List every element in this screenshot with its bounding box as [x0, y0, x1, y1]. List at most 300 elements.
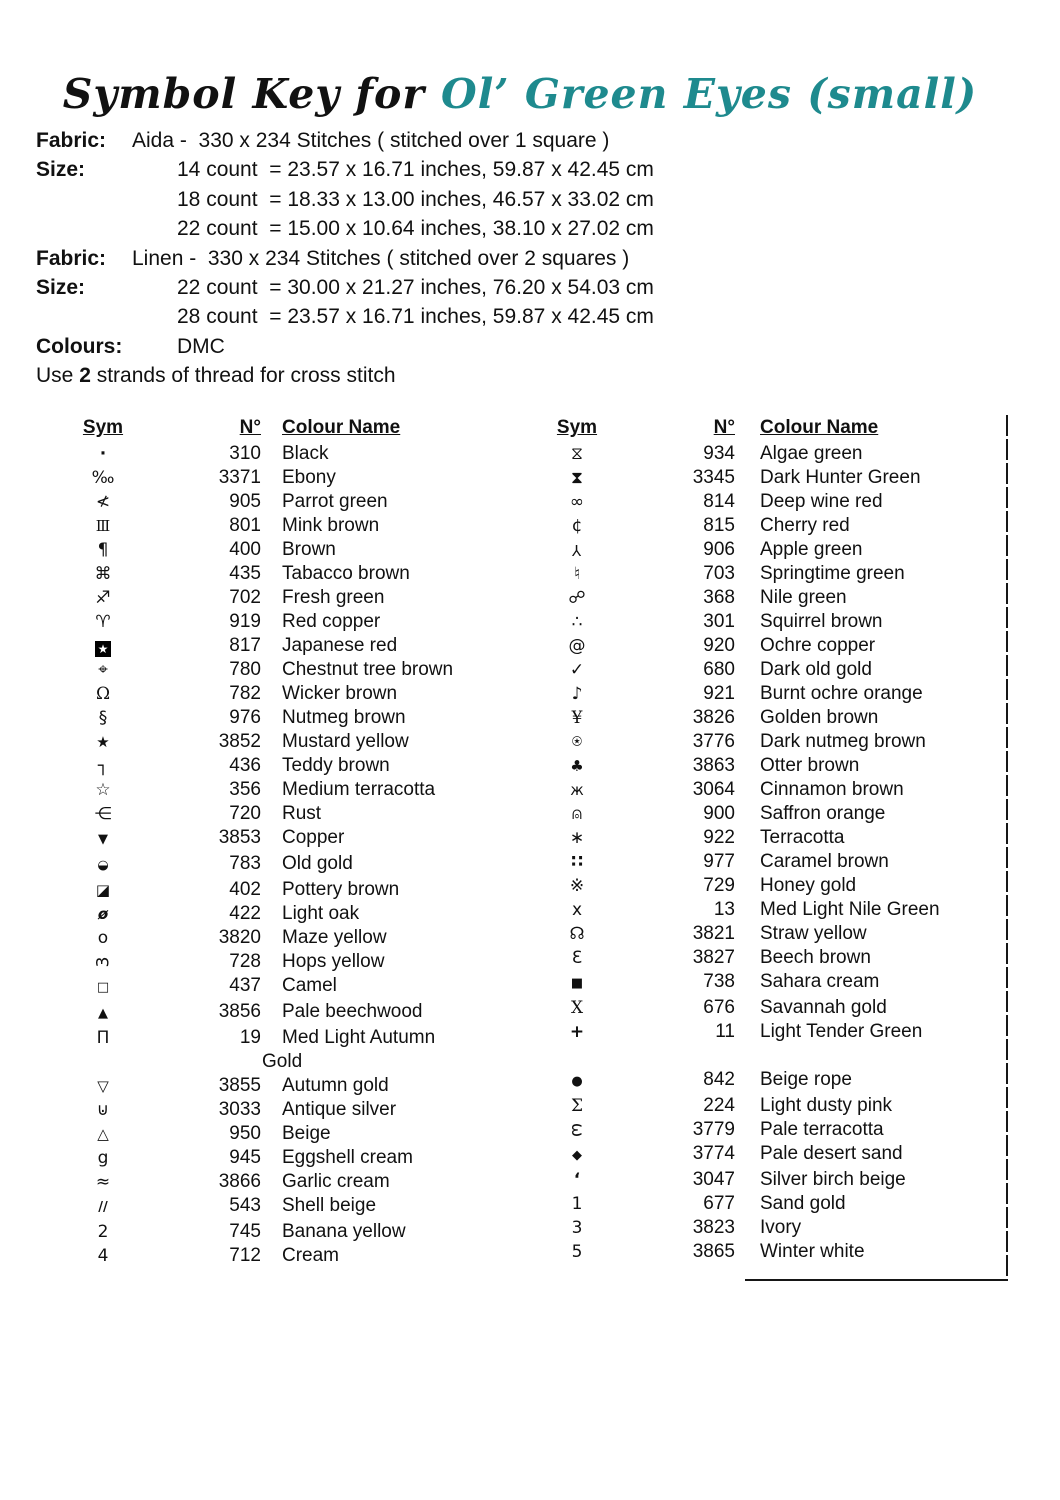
header-colour-name: Colour Name — [282, 417, 401, 438]
table-header — [549, 416, 999, 442]
stitch-symbol: ◆ — [572, 1148, 582, 1163]
symbol-cell — [549, 1192, 605, 1216]
colour-row — [549, 754, 999, 778]
dmc-number-cell: 702 — [229, 587, 261, 608]
colour-row — [75, 926, 525, 950]
stitch-symbol: 3 — [571, 1218, 583, 1238]
symbol-cell — [75, 1098, 131, 1122]
info-label: Fabric: — [36, 129, 107, 152]
symbol-cell — [75, 826, 131, 852]
colour-name-cell: Squirrel brown — [760, 611, 883, 632]
colour-row — [549, 922, 999, 946]
stitch-symbol: □ — [96, 980, 110, 995]
colour-name-cell: Dark old gold — [760, 659, 872, 680]
dmc-number-cell: 729 — [703, 875, 735, 896]
symbol-cell — [549, 1216, 605, 1240]
colour-name-cell: Camel — [282, 975, 337, 996]
dmc-number-cell: 3853 — [218, 827, 261, 848]
colour-row — [75, 878, 525, 902]
colour-name-cell: Straw yellow — [760, 923, 867, 944]
stitch-symbol: ∞ — [569, 492, 585, 512]
stitch-symbol: · — [99, 444, 107, 464]
stitch-symbol: ∴ — [571, 612, 583, 632]
stitch-symbol: x — [571, 900, 583, 920]
table-header — [75, 416, 525, 442]
dmc-number-cell: 676 — [703, 997, 735, 1018]
symbol-cell — [549, 682, 605, 706]
colour-row — [549, 586, 999, 610]
stitch-symbol: ¥ — [571, 708, 583, 728]
stitch-symbol: ⧗ — [571, 468, 583, 488]
colour-name-cell: Ochre copper — [760, 635, 876, 656]
symbol-cell — [75, 926, 131, 950]
colour-row — [549, 1216, 999, 1240]
dmc-number-cell: 3863 — [692, 755, 735, 776]
dmc-number-cell: 921 — [703, 683, 735, 704]
colour-row — [75, 802, 525, 826]
stitch-symbol: △ — [97, 1125, 109, 1143]
dmc-number-cell: 3823 — [692, 1217, 735, 1238]
dmc-number-cell: 3856 — [218, 1001, 261, 1022]
stitch-symbol: // — [98, 1200, 108, 1215]
colour-name-cell: Antique silver — [282, 1099, 397, 1120]
stitch-symbol: ♐ — [95, 588, 111, 608]
colour-name-cell: Rust — [282, 803, 322, 824]
dmc-number-cell: 745 — [229, 1221, 261, 1242]
colour-row — [75, 706, 525, 730]
symbol-cell — [75, 442, 131, 466]
colour-row — [549, 562, 999, 586]
dmc-number-cell: 906 — [703, 539, 735, 560]
dmc-number-cell: 817 — [229, 635, 261, 656]
stitch-symbol: ♈ — [95, 612, 111, 632]
colour-name-cell: Japanese red — [282, 635, 398, 656]
colour-row — [549, 442, 999, 466]
strands-prefix: Use — [36, 364, 80, 388]
colour-row — [75, 902, 525, 926]
symbol-cell — [549, 826, 605, 850]
info-label: Fabric: — [36, 246, 107, 270]
stitch-symbol: o — [97, 928, 109, 948]
stitch-symbol: ♣ — [570, 757, 584, 775]
title-name: Ol’ Green Eyes (small) — [440, 70, 978, 118]
symbol-table-right — [549, 416, 999, 1264]
dmc-number-cell: 783 — [229, 853, 261, 874]
stitch-symbol: ▼ — [98, 832, 108, 847]
strands-count: 2 — [79, 364, 91, 388]
colour-name-cell: Cherry red — [760, 515, 850, 536]
symbol-cell — [549, 730, 605, 754]
colour-row — [75, 538, 525, 562]
colour-name-cell: Eggshell cream — [282, 1147, 413, 1168]
colour-row — [549, 1118, 999, 1142]
symbol-cell — [549, 586, 605, 610]
stitch-symbol: Y — [572, 541, 582, 559]
colour-row — [75, 658, 525, 682]
symbol-cell — [75, 466, 131, 490]
dmc-number-cell: 3866 — [218, 1171, 261, 1192]
symbol-cell — [549, 970, 605, 996]
stitch-symbol: ⋲ — [94, 804, 112, 824]
colour-row — [75, 1026, 525, 1074]
colour-row — [549, 634, 999, 658]
stitch-symbol: ¶ — [97, 540, 109, 560]
dmc-number-cell: 400 — [229, 539, 261, 560]
colour-row — [75, 682, 525, 706]
colour-name-cell: Med Light Nile Green — [760, 899, 940, 920]
symbol-cell — [75, 852, 131, 878]
colour-name-cell: Pale terracotta — [760, 1119, 884, 1140]
dmc-number-cell: 3776 — [692, 731, 735, 752]
info-text: 14 count = 23.57 x 16.71 inches, 59.87 x 42.45 cm — [177, 158, 654, 182]
stitch-symbol: 4 — [97, 1246, 109, 1266]
symbol-cell — [549, 1240, 605, 1264]
dmc-number-cell: 3064 — [692, 779, 735, 800]
symbol-cell — [75, 902, 131, 926]
stitch-symbol: ☆ — [95, 780, 111, 800]
colour-row — [549, 1142, 999, 1168]
colour-name-cell: Old gold — [282, 853, 353, 874]
colour-row — [75, 852, 525, 878]
stitch-symbol: 3 — [92, 956, 113, 968]
stitch-symbol: § — [98, 708, 108, 728]
colour-name-cell: Banana yellow — [282, 1221, 406, 1242]
dmc-number-cell: 19 — [239, 1027, 261, 1048]
stitch-symbol: ⌘ — [94, 564, 112, 584]
dmc-number-cell: 3779 — [692, 1119, 735, 1140]
spacer-row — [549, 1044, 999, 1068]
colour-name-cell: Brown — [282, 539, 336, 560]
colour-row — [549, 1020, 999, 1044]
colour-row — [75, 610, 525, 634]
dmc-number-cell: 945 — [229, 1147, 261, 1168]
colour-row — [75, 490, 525, 514]
colour-row — [549, 898, 999, 922]
strands-note — [36, 361, 654, 390]
colour-row — [75, 778, 525, 802]
symbol-cell — [75, 490, 131, 514]
symbol-cell — [75, 1122, 131, 1146]
header-colour-name: Colour Name — [760, 417, 879, 438]
symbol-cell — [75, 1000, 131, 1026]
colour-name-cell: Garlic cream — [282, 1171, 390, 1192]
page-title — [0, 70, 1040, 118]
stitch-symbol: ≮ — [95, 492, 111, 512]
dmc-number-cell: 782 — [229, 683, 261, 704]
colour-row — [75, 826, 525, 852]
stitch-symbol: ж — [570, 781, 584, 799]
stitch-symbol: ω — [567, 1122, 587, 1138]
dmc-number-cell: 3865 — [692, 1241, 735, 1262]
dmc-number-cell: 13 — [713, 899, 735, 920]
dmc-number-cell: 977 — [703, 851, 735, 872]
dmc-number-cell: 437 — [229, 975, 261, 996]
stitch-symbol: ● — [571, 1074, 583, 1089]
info-text: 18 count = 18.33 x 13.00 inches, 46.57 x 33.02 cm — [177, 187, 654, 211]
dmc-number-cell: 900 — [703, 803, 735, 824]
stitch-symbol: ⌖ — [98, 660, 108, 680]
stitch-symbol: ∷ — [571, 852, 583, 872]
colour-name-cell: Light dusty pink — [760, 1095, 893, 1116]
stitch-symbol: 5 — [571, 1242, 583, 1262]
info-text: DMC — [177, 334, 225, 358]
colour-name-cell: Deep wine red — [760, 491, 883, 512]
dmc-number-cell: 677 — [703, 1193, 735, 1214]
colour-row — [549, 826, 999, 850]
symbol-cell — [75, 514, 131, 538]
colour-name-cell: Ebony — [282, 467, 336, 488]
stitch-symbol: Σ — [570, 1096, 584, 1116]
colour-name-cell: Nutmeg brown — [282, 707, 406, 728]
dmc-number-cell: 842 — [703, 1069, 735, 1090]
colour-row — [549, 466, 999, 490]
dmc-number-cell: 905 — [229, 491, 261, 512]
colour-name-cell: Med Light Autumn Gold — [262, 1027, 436, 1072]
stitch-symbol: ¢ — [571, 516, 583, 536]
symbol-cell — [549, 996, 605, 1020]
symbol-cell — [549, 514, 605, 538]
dmc-number-cell: 436 — [229, 755, 261, 776]
colour-name-cell: Light Tender Green — [760, 1021, 923, 1042]
stitch-symbol: ⍝ — [571, 804, 583, 824]
info-line — [36, 273, 654, 302]
stitch-symbol: ø — [97, 905, 109, 923]
symbol-cell — [549, 946, 605, 970]
stitch-symbol: @ — [568, 636, 586, 656]
dmc-number-cell: 728 — [229, 951, 261, 972]
symbol-cell — [549, 658, 605, 682]
stitch-symbol: ⍟ — [571, 732, 583, 752]
symbol-cell — [75, 778, 131, 802]
stitch-symbol: ☊ — [569, 924, 585, 944]
colour-row — [549, 730, 999, 754]
colour-name-cell: Savannah gold — [760, 997, 887, 1018]
colour-name-cell: Chestnut tree brown — [282, 659, 454, 680]
info-label: Size: — [36, 158, 86, 182]
table-right-border — [1006, 415, 1008, 1281]
colour-name-cell: Hops yellow — [282, 951, 385, 972]
info-text: 28 count = 23.57 x 16.71 inches, 59.87 x 42.45 cm — [177, 305, 654, 329]
table-bottom-border — [745, 1279, 1008, 1281]
dmc-number-cell: 703 — [703, 563, 735, 584]
colour-row — [75, 466, 525, 490]
colour-row — [549, 1068, 999, 1094]
colour-name-cell: Copper — [282, 827, 345, 848]
colour-row — [75, 1098, 525, 1122]
colour-row — [75, 1000, 525, 1026]
dmc-number-cell: 922 — [703, 827, 735, 848]
colour-name-cell: Algae green — [760, 443, 863, 464]
info-text: Aida - 330 x 234 Stitches ( stitched over 1 square ) — [132, 129, 610, 152]
colour-name-cell: Mustard yellow — [282, 731, 409, 752]
colour-row — [549, 996, 999, 1020]
info-line — [36, 332, 654, 361]
colour-name-cell: Golden brown — [760, 707, 879, 728]
stitch-symbol: 1 — [571, 1194, 583, 1214]
dmc-number-cell: 720 — [229, 803, 261, 824]
dmc-number-cell: 435 — [229, 563, 261, 584]
dmc-number-cell: 224 — [703, 1095, 735, 1116]
symbol-cell — [75, 1170, 131, 1194]
colour-row — [549, 658, 999, 682]
colour-name-cell: Fresh green — [282, 587, 385, 608]
symbol-cell — [549, 898, 605, 922]
dmc-number-cell: 3827 — [692, 947, 735, 968]
symbol-cell — [75, 730, 131, 754]
info-label: Colours: — [36, 334, 123, 358]
colour-name-cell: Apple green — [760, 539, 863, 560]
info-label — [36, 214, 132, 243]
symbol-cell — [549, 802, 605, 826]
symbol-cell — [549, 754, 605, 778]
colour-name-cell: Autumn gold — [282, 1075, 389, 1096]
stitch-symbol: ∗ — [569, 828, 585, 848]
colour-name-cell: Pottery brown — [282, 879, 400, 900]
dmc-number-cell: 3826 — [692, 707, 735, 728]
stitch-symbol: ◪ — [95, 881, 111, 899]
stitch-symbol: ★ — [95, 641, 111, 657]
symbol-cell — [75, 1194, 131, 1220]
colour-row — [549, 490, 999, 514]
stitch-symbol: ⊍ — [96, 1100, 110, 1120]
colour-name-cell: Tabacco brown — [282, 563, 410, 584]
info-label — [36, 185, 132, 214]
colour-row — [549, 514, 999, 538]
colour-name-cell: Saffron orange — [760, 803, 886, 824]
dmc-number-cell: 3821 — [692, 923, 735, 944]
stitch-symbol: ◒ — [97, 858, 109, 873]
stitch-symbol: ┐ — [97, 756, 109, 776]
colour-name-cell: Silver birch beige — [760, 1169, 906, 1190]
symbol-cell — [75, 802, 131, 826]
stitch-symbol: ≈ — [95, 1172, 111, 1192]
colour-name-wrap: Gold — [262, 1051, 303, 1072]
colour-name-cell: Springtime green — [760, 563, 905, 584]
stitch-symbol: ⧖ — [571, 444, 583, 464]
symbol-cell — [75, 634, 131, 658]
dmc-number-cell: 422 — [229, 903, 261, 924]
symbol-cell — [549, 1068, 605, 1094]
colour-name-cell: Mink brown — [282, 515, 380, 536]
info-label — [36, 302, 132, 331]
symbol-cell — [549, 1094, 605, 1118]
colour-name-cell: Ivory — [760, 1217, 802, 1238]
colour-name-cell: Sahara cream — [760, 971, 880, 992]
stitch-symbol: 2 — [97, 1222, 109, 1242]
symbol-cell — [549, 706, 605, 730]
symbol-cell — [549, 850, 605, 874]
header-sym: Sym — [556, 417, 598, 438]
symbol-cell — [549, 778, 605, 802]
dmc-number-cell: 11 — [715, 1021, 735, 1042]
info-line — [36, 126, 654, 155]
colour-row — [75, 1146, 525, 1170]
colour-row — [75, 950, 525, 974]
symbol-cell — [75, 1146, 131, 1170]
dmc-number-cell: 3371 — [218, 467, 261, 488]
colour-row — [549, 1094, 999, 1118]
colour-row — [549, 778, 999, 802]
stitch-symbol: Π — [96, 1028, 110, 1048]
symbol-table-left — [75, 416, 525, 1268]
colour-name-cell: Beech brown — [760, 947, 871, 968]
colour-row — [549, 970, 999, 996]
colour-row — [549, 850, 999, 874]
header-number: N° — [239, 417, 261, 438]
info-line — [36, 302, 654, 331]
stitch-symbol: ♪ — [571, 684, 583, 704]
colour-row — [75, 754, 525, 778]
colour-row — [75, 634, 525, 658]
symbol-cell — [75, 1074, 131, 1098]
dmc-number-cell: 3820 — [218, 927, 261, 948]
stitch-symbol: ♮ — [573, 564, 581, 584]
info-line — [36, 155, 654, 184]
stitch-symbol: ‰ — [91, 468, 115, 488]
stitch-symbol: ✓ — [569, 660, 585, 680]
symbol-cell — [75, 682, 131, 706]
stitch-symbol: ‘ — [573, 1170, 581, 1190]
colour-row — [549, 682, 999, 706]
title-prefix: Symbol Key for — [62, 70, 425, 118]
colour-row — [75, 974, 525, 1000]
dmc-number-cell: 301 — [703, 611, 735, 632]
stitch-symbol: ■ — [570, 976, 584, 991]
colour-name-cell: Beige — [282, 1123, 331, 1144]
info-line — [36, 214, 654, 243]
stitch-symbol: + — [569, 1022, 585, 1042]
colour-row — [549, 1240, 999, 1264]
header-sym: Sym — [82, 417, 124, 438]
symbol-cell — [75, 1026, 131, 1050]
symbol-cell — [549, 442, 605, 466]
dmc-number-cell: 920 — [703, 635, 735, 656]
colour-name-cell: Caramel brown — [760, 851, 889, 872]
colour-row — [549, 802, 999, 826]
info-line — [36, 185, 654, 214]
dmc-number-cell: 356 — [229, 779, 261, 800]
colour-row — [549, 874, 999, 898]
info-text: 22 count = 15.00 x 10.64 inches, 38.10 x 27.02 cm — [177, 217, 654, 241]
colour-name-cell: Pale desert sand — [760, 1143, 903, 1164]
colour-name-cell: Red copper — [282, 611, 381, 632]
colour-name-cell: Cinnamon brown — [760, 779, 904, 800]
dmc-number-cell: 680 — [703, 659, 735, 680]
symbol-cell — [549, 1142, 605, 1168]
stitch-symbol: Ɛ — [571, 948, 583, 968]
colour-name-cell: Teddy brown — [282, 755, 390, 776]
colour-name-cell: Burnt ochre orange — [760, 683, 923, 704]
colour-row — [75, 514, 525, 538]
dmc-number-cell: 3774 — [692, 1143, 735, 1164]
symbol-cell — [549, 1168, 605, 1192]
symbol-cell — [75, 1244, 131, 1268]
colour-name-cell: Beige rope — [760, 1069, 852, 1090]
colour-name-cell: Cream — [282, 1245, 340, 1266]
symbol-cell — [549, 562, 605, 586]
colour-row — [75, 1122, 525, 1146]
dmc-number-cell: 368 — [703, 587, 735, 608]
colour-row — [549, 538, 999, 562]
symbol-cell — [75, 610, 131, 634]
dmc-number-cell: 934 — [703, 443, 735, 464]
symbol-cell — [75, 562, 131, 586]
dmc-number-cell: 712 — [229, 1245, 261, 1266]
dmc-number-cell: 814 — [703, 491, 735, 512]
colour-row — [75, 1194, 525, 1220]
colour-name-cell: Honey gold — [760, 875, 857, 896]
dmc-number-cell: 738 — [703, 971, 735, 992]
